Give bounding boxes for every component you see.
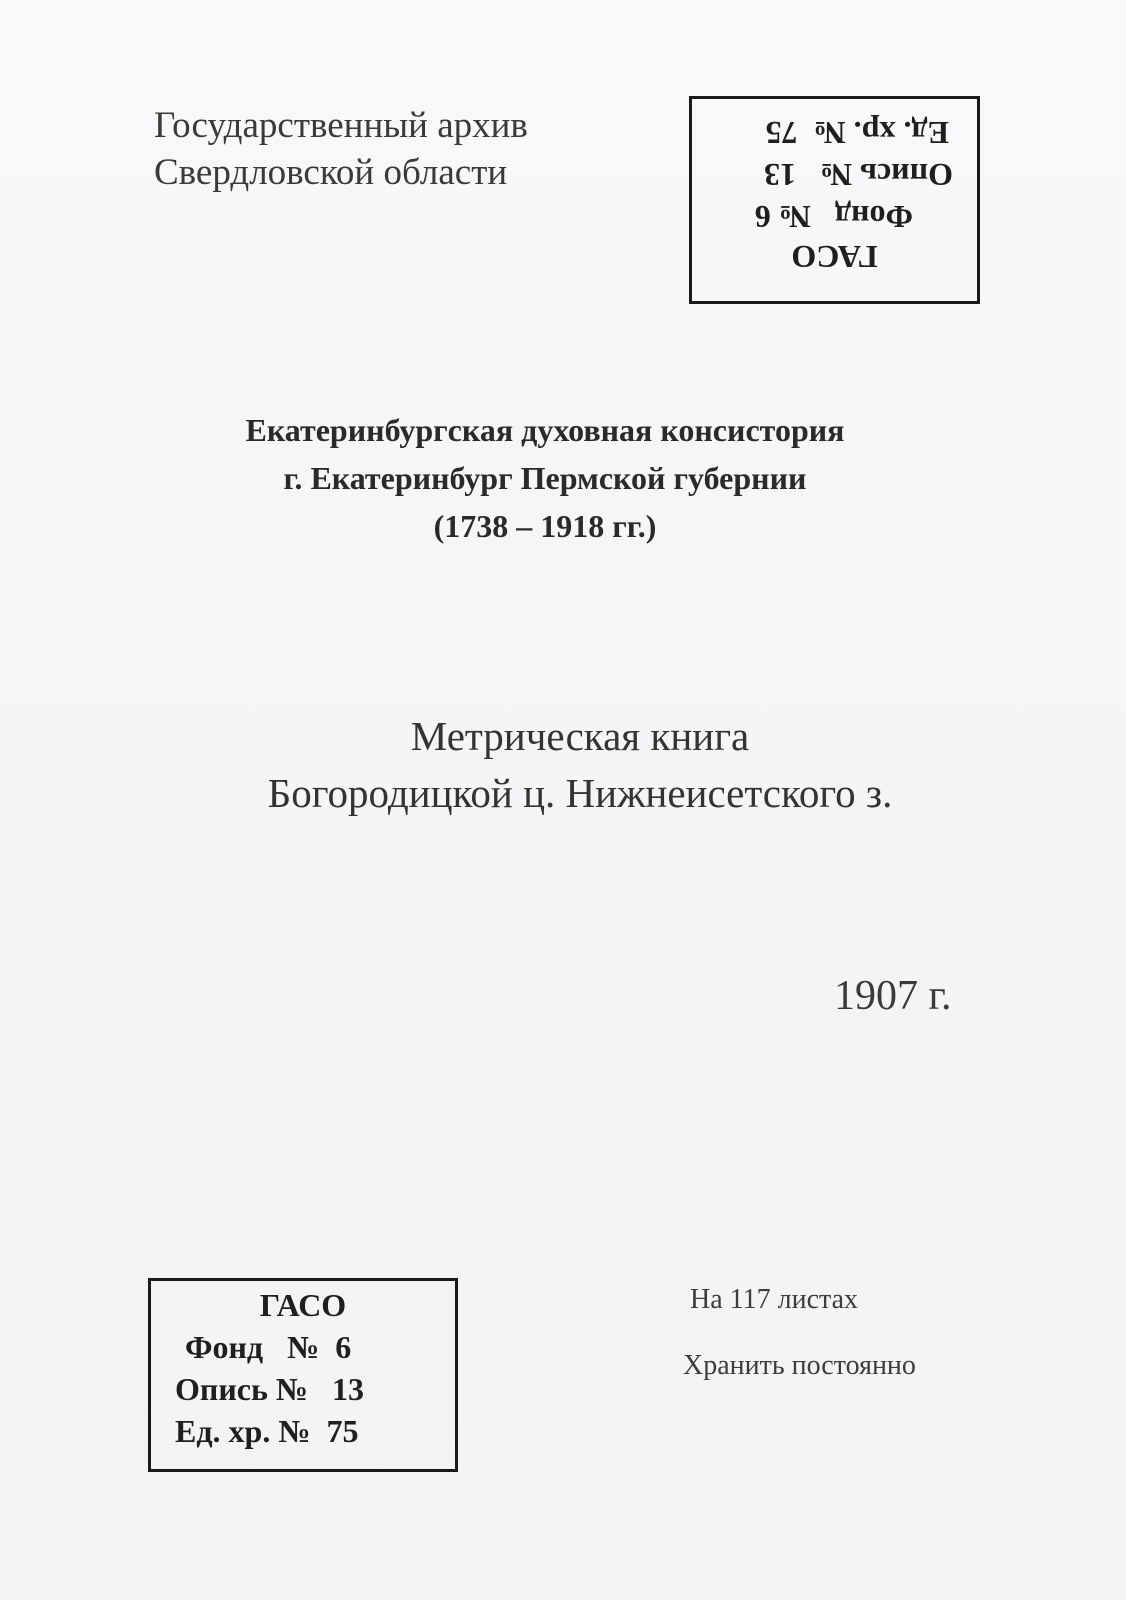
stamp-top-opis: Опись № 13 — [763, 157, 953, 193]
stamp-bottom-org: ГАСО — [259, 1287, 347, 1323]
document-year: 1907 г. — [834, 973, 952, 1019]
consistory-heading — [0, 406, 1090, 550]
stamp-top-ed: Ед. хр. № 75 — [765, 115, 949, 151]
sheet-count: На 117 листах — [690, 1284, 858, 1315]
consistory-line-2: г. Екатеринбург Пермской губернии — [283, 460, 807, 496]
consistory-line-3: (1738 – 1918 гг.) — [433, 508, 657, 544]
archive-stamp — [148, 1278, 458, 1472]
stamp-bottom-ed: Ед. хр. № 75 — [175, 1413, 359, 1449]
archive-name-line-1: Государственный архив — [154, 105, 528, 146]
stamp-top-fond: Фонд № 6 — [754, 199, 913, 235]
archive-name — [154, 102, 528, 196]
book-title — [0, 708, 1126, 822]
consistory-line-1: Екатеринбургская духовная консистория — [245, 412, 845, 448]
archive-stamp-upside-down — [689, 96, 980, 304]
book-title-line-1: Метрическая книга — [410, 713, 750, 759]
archive-name-line-2: Свердловской области — [154, 152, 508, 193]
stamp-top-org: ГАСО — [791, 239, 878, 275]
book-title-line-2: Богородицкой ц. Нижнеисетского з. — [267, 770, 893, 816]
stamp-bottom-fond: Фонд № 6 — [185, 1329, 352, 1365]
retention-note: Хранить постоянно — [683, 1350, 916, 1381]
stamp-bottom-opis: Опись № 13 — [175, 1371, 365, 1407]
